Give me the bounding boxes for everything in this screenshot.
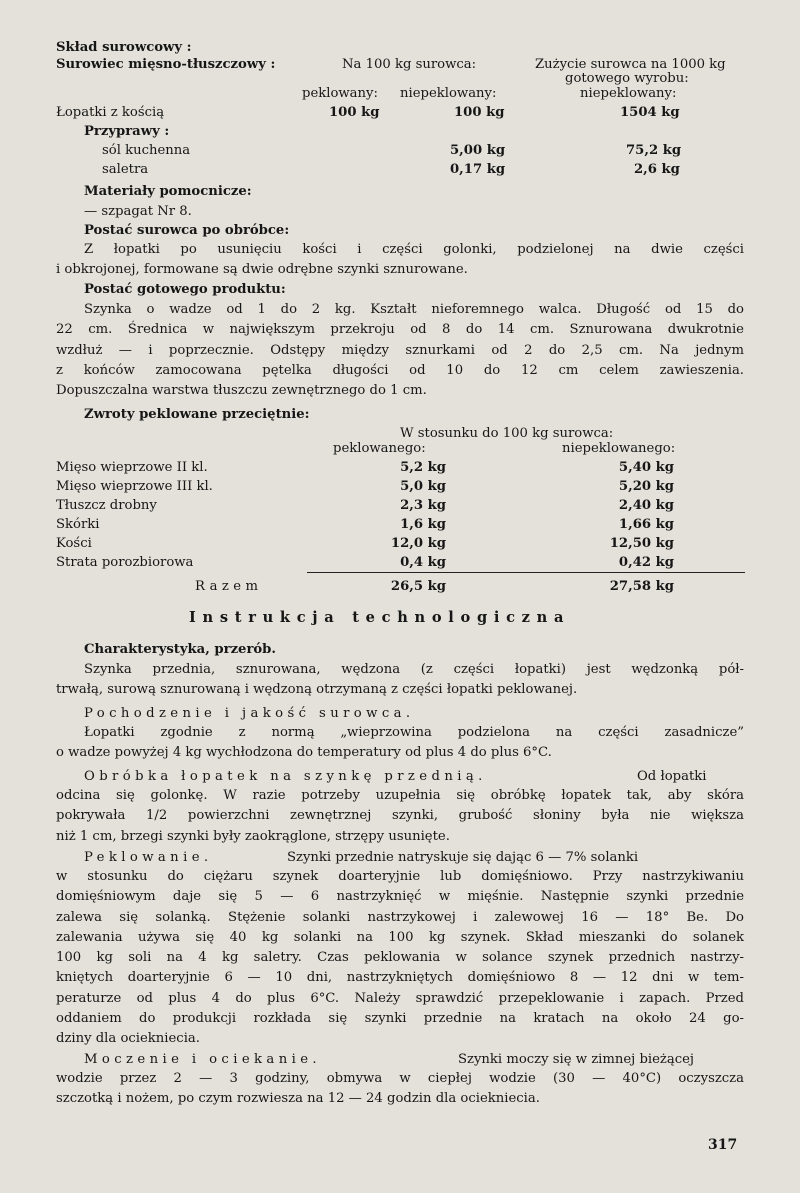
postac-surowca-title: Postać surowca po obróbce: xyxy=(84,223,290,238)
zwroty-row-niepekl: 1,66 kg xyxy=(618,517,674,532)
moczenie-title: Moczenie i ociekanie. xyxy=(84,1052,322,1067)
pochodzenie-line: Łopatki zgodnie z normą „wieprzowina podzielona na części zasadnicze” xyxy=(84,725,744,740)
pochodzenie-paragraph xyxy=(56,723,744,764)
materialy-title: Materiały pomocnicze: xyxy=(84,184,252,199)
sol-zuzycie: 75,2 kg xyxy=(626,143,682,158)
moczenie-line: wodzie przez 2 — 3 godziny, obmywa w ciepłej wodzie (30 — 40°C) oczyszcza xyxy=(56,1071,744,1086)
obrobka-line: pokrywała 1/2 powierzchni zewnętrznej szynki, grubość słoniny była nie większa xyxy=(56,808,744,824)
charakterystyka-line: Szynka przednia, sznurowana, wędzona (z części łopatki) jest wędzonką pół- xyxy=(84,662,744,677)
saletra-label: saletra xyxy=(102,162,149,177)
peklowanie-line: 100 kg soli na 4 kg saletry. Czas peklowania w solance szynek przednich nastrzy- xyxy=(56,950,744,966)
postac-produktu-paragraph xyxy=(56,300,744,401)
instrukcja-heading: Instrukcja technologiczna xyxy=(189,609,571,626)
peklowanie-line: dziny dla ociekniecia. xyxy=(56,1031,200,1047)
sol-val: 5,00 kg xyxy=(450,143,506,158)
postac-produktu-line: Szynka o wadze od 1 do 2 kg. Kształt nieforemnego walca. Długość od 15 do xyxy=(84,302,744,317)
zwroty-row-pekl: 5,0 kg xyxy=(400,479,446,494)
zwroty-header: W stosunku do 100 kg surowca: xyxy=(400,426,614,441)
moczenie-line: szczotką i nożem, po czym rozwiesza na 12 — 24 godzin dla ociekniecia. xyxy=(56,1091,540,1107)
zwroty-col-pekl: peklowanego: xyxy=(333,441,426,456)
lopatki-label: Łopatki z kością xyxy=(56,105,165,120)
obrobka-first: Od łopatki xyxy=(637,769,707,784)
zwroty-row-label: Mięso wieprzowe II kl. xyxy=(56,460,208,475)
postac-produktu-line: wzdłuż — i poprzecznie. Odstępy między sznurkami od 2 do 2,5 cm. Na jednym xyxy=(56,342,744,358)
charakterystyka-line: trwałą, surową sznurowaną i wędzoną otrzymaną z części łopatki peklowanej. xyxy=(56,682,578,698)
obrobka-line: niż 1 cm, brzegi szynki były zaokrąglone, strzępy usunięte. xyxy=(56,828,450,844)
postac-surowca-line: i obkrojonej, formowane są dwie odrębne szynki sznurowane. xyxy=(56,262,468,278)
zwroty-row-pekl: 12,0 kg xyxy=(390,536,446,551)
zwroty-row-label: Tłuszcz drobny xyxy=(56,498,157,513)
peklowanie-line: w stosunku do ciężaru szynek doarteryjnie lub domięśniowo. Przy nastrzykiwaniu xyxy=(56,869,744,884)
postac-produktu-line: 22 cm. Średnica w największym przekroju od 8 do 14 cm. Sznurowana dwukrotnie xyxy=(56,322,744,338)
pochodzenie-line: o wadze powyżej 4 kg wychłodzona do temperatury od plus 4 do plus 6°C. xyxy=(56,745,552,761)
peklowanie-paragraph xyxy=(56,867,744,1050)
obrobka-title: Obróbka łopatek na szynkę przednią. xyxy=(84,769,487,784)
zwroty-row-pekl: 5,2 kg xyxy=(400,460,446,475)
zwroty-row-label: Mięso wieprzowe III kl. xyxy=(56,479,213,494)
sum-rule xyxy=(307,572,745,573)
lopatki-niepekl: 100 kg xyxy=(454,105,505,120)
zwroty-row-label: Skórki xyxy=(56,517,100,532)
pochodzenie-title: Pochodzenie i jakość surowca. xyxy=(84,706,415,721)
zwroty-row-label: Strata porozbiorowa xyxy=(56,555,194,570)
razem-pekl: 26,5 kg xyxy=(390,579,446,594)
peklowanie-line: domięśniowym daje się 5 — 6 nastrzyknięć w mięśnie. Następnie szynki przednie xyxy=(56,889,744,905)
zwroty-row-pekl: 1,6 kg xyxy=(400,517,446,532)
sol-label: sól kuchenna xyxy=(102,143,191,158)
na100-header: Na 100 kg surowca: xyxy=(342,57,477,72)
saletra-zuzycie: 2,6 kg xyxy=(634,162,680,177)
moczenie-first: Szynki moczy się w zimnej bieżącej xyxy=(458,1052,695,1067)
peklowanie-title: Peklowanie. xyxy=(84,850,213,865)
peklowanie-first: Szynki przednie natryskuje się dając 6 — 7% solanki xyxy=(287,850,639,865)
peklowanie-line: zalewania używa się 40 kg solanki na 100 kg szynek. Skład mieszanki do solanek xyxy=(56,929,744,945)
obrobka-paragraph xyxy=(56,786,744,847)
col-niepeklowany: niepeklowany: xyxy=(400,86,497,101)
zwroty-row-pekl: 0,4 kg xyxy=(400,555,446,570)
surowiec-label: Surowiec mięsno-tłuszczowy : xyxy=(56,57,276,72)
materialy-item: — szpagat Nr 8. xyxy=(84,204,192,219)
zwroty-row-label: Kości xyxy=(56,536,92,551)
postac-produktu-line: Dopuszczalna warstwa tłuszczu zewnętrznego do 1 cm. xyxy=(56,383,427,399)
zwroty-col-niepekl: niepeklowanego: xyxy=(562,441,676,456)
zwroty-row-niepekl: 12,50 kg xyxy=(609,536,674,551)
zwroty-row-niepekl: 5,40 kg xyxy=(618,460,674,475)
postac-surowca-line: Z łopatki po usunięciu kości i części golonki, podzielonej na dwie części xyxy=(84,242,744,257)
saletra-val: 0,17 kg xyxy=(450,162,506,177)
zuzycie-header-1: Zużycie surowca na 1000 kg xyxy=(535,57,726,72)
peklowanie-line: oddaniem do produkcji rozkłada się szynki przednie na kratach na około 24 go- xyxy=(56,1011,744,1027)
peklowanie-line: kniętych doarteryjnie 6 — 10 dni, nastrzykniętych domięśniowo 8 — 12 dni w tem- xyxy=(56,970,744,986)
postac-produktu-title: Postać gotowego produktu: xyxy=(84,282,286,297)
zwroty-title: Zwroty peklowane przeciętnie: xyxy=(84,407,310,422)
charakterystyka-title: Charakterystyka, przerób. xyxy=(84,642,276,657)
col-peklowany: peklowany: xyxy=(302,86,378,101)
zwroty-row-niepekl: 5,20 kg xyxy=(618,479,674,494)
przyprawy-label: Przyprawy : xyxy=(84,124,170,139)
peklowanie-line: peraturze od plus 4 do plus 6°C. Należy sprawdzić przepeklowanie i zapach. Przed xyxy=(56,990,744,1006)
charakterystyka-paragraph xyxy=(56,660,744,701)
zuzycie-header-2: gotowego wyrobu: xyxy=(565,71,689,86)
razem-label: Razem xyxy=(195,579,263,594)
obrobka-line: odcina się golonkę. W razie potrzeby uzupełnia się obróbkę łopatek tak, aby skóra xyxy=(56,788,744,803)
lopatki-pekl: 100 kg xyxy=(329,105,380,120)
zwroty-row-pekl: 2,3 kg xyxy=(400,498,446,513)
page-number: 317 xyxy=(708,1137,738,1153)
lopatki-zuzycie: 1504 kg xyxy=(620,105,680,120)
col-niepeklowany-2: niepeklowany: xyxy=(580,86,677,101)
razem-niepekl: 27,58 kg xyxy=(609,579,674,594)
postac-produktu-line: z końców zamocowana pętelka długości od 10 do 12 cm celem zawieszenia. xyxy=(56,362,744,378)
zwroty-row-niepekl: 2,40 kg xyxy=(618,498,674,513)
peklowanie-line: zalewa się solanką. Stężenie solanki nastrzykowej i zalewowej 16 — 18° Be. Do xyxy=(56,909,744,925)
zwroty-row-niepekl: 0,42 kg xyxy=(618,555,674,570)
sklad-title: Skład surowcowy : xyxy=(56,40,192,55)
moczenie-paragraph xyxy=(56,1069,744,1110)
postac-surowca-paragraph xyxy=(56,240,744,281)
